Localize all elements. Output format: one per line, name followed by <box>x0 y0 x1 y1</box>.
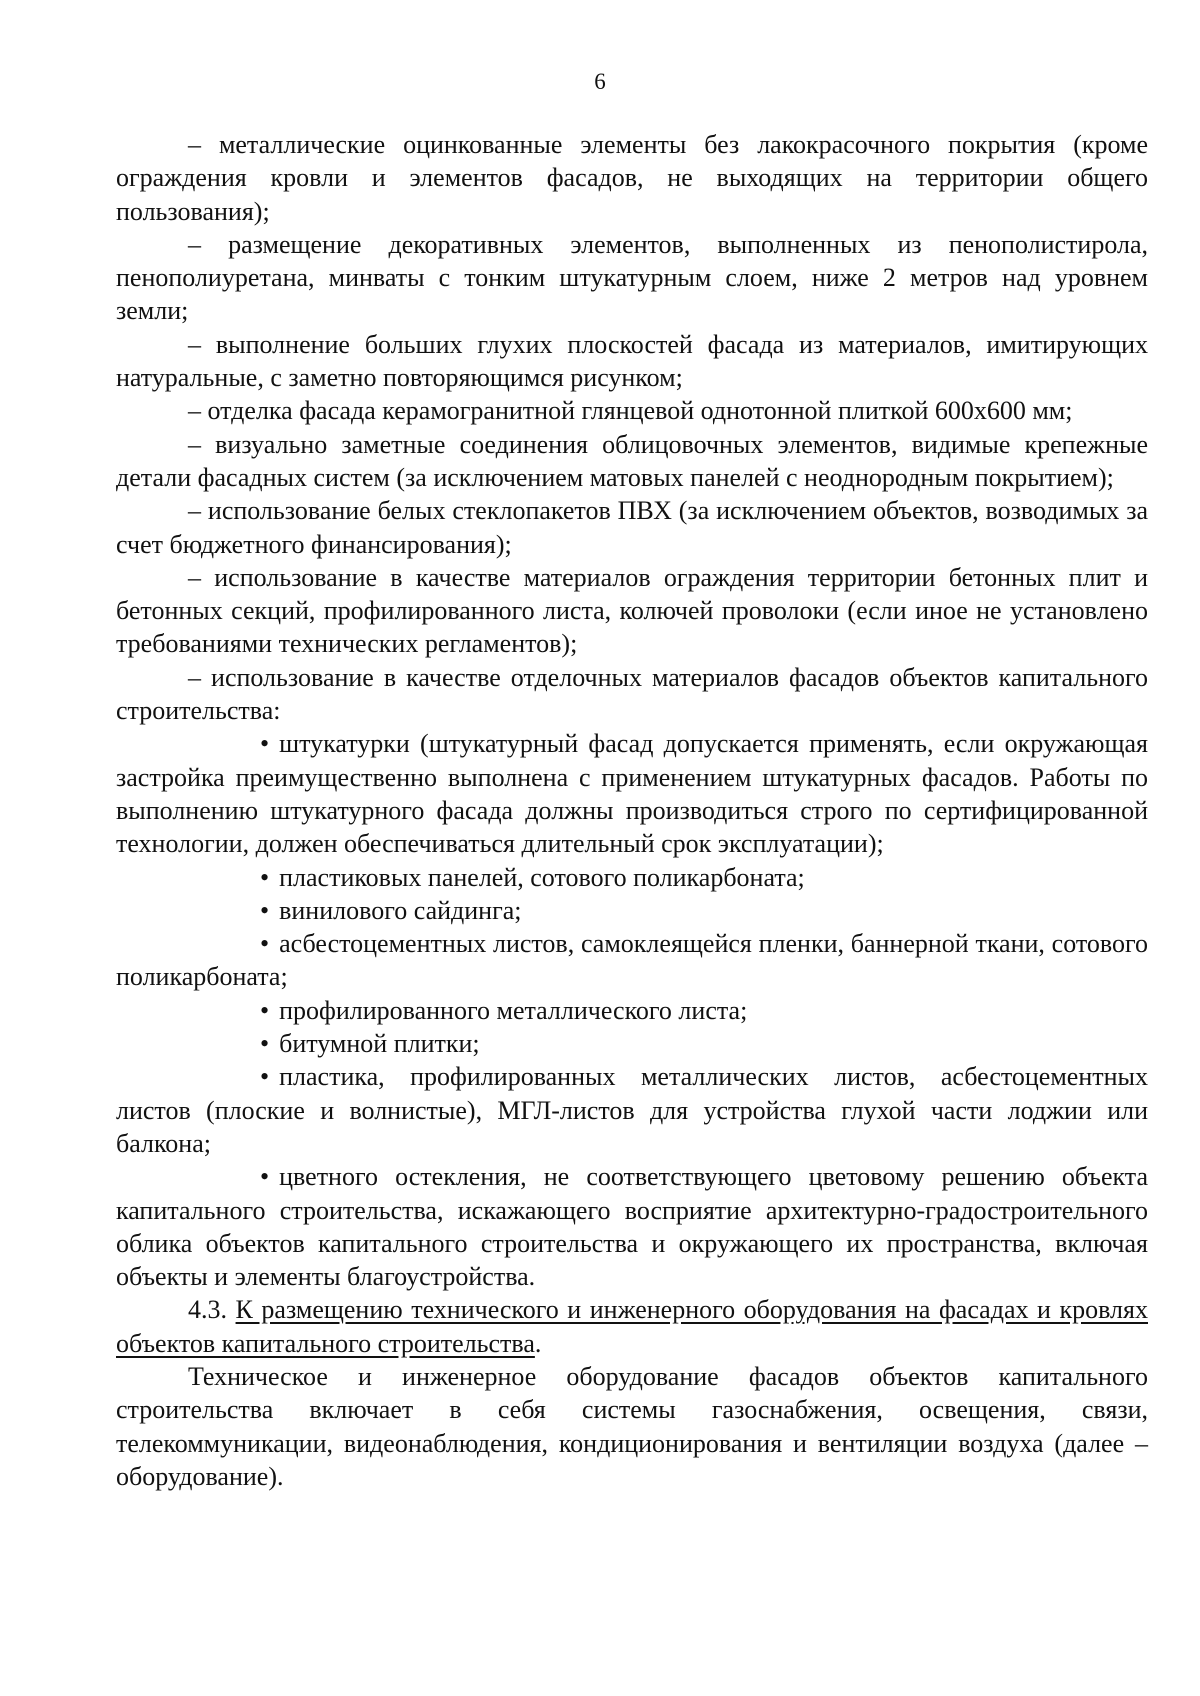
bullet-marker: • <box>260 862 270 892</box>
bullet-item-text: винилового сайдинга; <box>279 895 522 925</box>
list-item <box>116 128 1148 228</box>
list-item-text: использование белых стеклопакетов ПВХ (за исключением объектов, возводимых за счет бюджетного финансирования); <box>116 496 1149 559</box>
bullet-item-text: профилированного металлического листа; <box>279 995 748 1025</box>
list-item <box>116 561 1148 661</box>
bullet-marker: • <box>260 1062 270 1092</box>
bullet-item-text: пластика, профилированных металлических листов, асбестоцементных листов (плоские и волнистые), МГЛ-листов для устройства глухой части лоджии или балкона; <box>116 1062 1148 1158</box>
list-marker: – <box>188 662 201 692</box>
list-item-text: металлические оцинкованные элементы без лакокрасочного покрытия (кроме ограждения кровли и элементов фасадов, не выходящих на территории общего пользования); <box>116 130 1148 226</box>
bullet-item-text: битумной плитки; <box>279 1029 480 1059</box>
page-number: 6 <box>594 69 606 94</box>
list-marker: – <box>188 130 201 159</box>
closing-paragraph: Техническое и инженерное оборудование фасадов объектов капитального строительства включает в себя системы газоснабжения, освещения, связи, телекоммуникации, видеонаблюдения, кондиционирования и вентиляции воздуха (далее – оборудование). <box>116 1361 1148 1491</box>
list-item-text: использование в качестве отделочных материалов фасадов объектов капитального строительства: <box>116 662 1148 726</box>
bullet-item <box>116 927 1148 994</box>
list-marker: – <box>188 429 201 459</box>
bullet-item <box>116 727 1148 860</box>
section-heading-text: К размещению технического и инженерного оборудования на фасадах и кровлях объектов капитального строительства <box>116 1295 1148 1358</box>
list-item <box>116 661 1148 728</box>
document-body <box>116 128 1148 1493</box>
list-marker: – <box>188 496 201 526</box>
bullet-marker: • <box>260 929 270 959</box>
section-heading-end: . <box>534 1328 542 1358</box>
list-marker: – <box>188 396 201 426</box>
bullet-item <box>116 994 1148 1027</box>
list-item <box>116 428 1148 495</box>
list-item <box>116 328 1148 395</box>
bullet-item-text: асбестоцементных листов, самоклеящейся пленки, баннерной ткани, сотового поликарбоната; <box>116 929 1148 992</box>
bullet-item <box>116 894 1148 927</box>
list-item <box>116 394 1148 427</box>
bullet-marker: • <box>260 729 270 759</box>
bullet-item <box>116 1160 1148 1293</box>
bullet-item-text: пластиковых панелей, сотового поликарбоната; <box>279 862 805 892</box>
section-heading <box>116 1293 1148 1360</box>
bullet-item <box>116 1060 1148 1160</box>
bullet-marker: • <box>260 995 270 1025</box>
bullet-item <box>116 861 1148 894</box>
list-item-text: отделка фасада керамогранитной глянцевой однотонной плиткой 600х600 мм; <box>207 396 1073 426</box>
bullet-item-text: штукатурки (штукатурный фасад допускается применять, если окружающая застройка преимущественно выполнена с применением штукатурных фасадов. Работы по выполнению штукатурного фасада должны производиться строго по сертифицированной технологии, должен обеспечиваться длительный срок эксплуатации); <box>116 729 1148 859</box>
list-item <box>116 494 1148 561</box>
list-item-text: размещение декоративных элементов, выполненных из пенополистирола, пенополиуретана, минваты с тонким штукатурным слоем, ниже 2 метров над уровнем земли; <box>116 229 1149 326</box>
list-item-text: использование в качестве материалов ограждения территории бетонных плит и бетонных секций, профилированного листа, колючей проволоки (если иное не установлено требованиями технических регламентов); <box>116 562 1149 659</box>
bullet-marker: • <box>260 1029 270 1059</box>
list-marker: – <box>188 229 201 259</box>
list-marker: – <box>188 329 201 359</box>
list-marker: – <box>188 562 201 592</box>
list-item-text: визуально заметные соединения облицовочных элементов, видимые крепежные детали фасадных систем (за исключением матовых панелей с неоднородным покрытием); <box>116 429 1149 492</box>
list-item <box>116 228 1148 328</box>
bullet-item <box>116 1027 1148 1060</box>
list-item-text: выполнение больших глухих плоскостей фасада из материалов, имитирующих натуральные, с заметно повторяющимся рисунком; <box>116 329 1148 393</box>
bullet-marker: • <box>260 895 270 925</box>
bullet-item-text: цветного остекления, не соответствующего цветовому решению объекта капитального строительства, искажающего восприятие архитектурно-градостроительного облика объектов капитального строительства и окружающего их пространства, включая объекты и элементы благоустройства. <box>116 1162 1148 1292</box>
bullet-marker: • <box>260 1162 270 1192</box>
section-number: 4.3. <box>188 1295 227 1325</box>
